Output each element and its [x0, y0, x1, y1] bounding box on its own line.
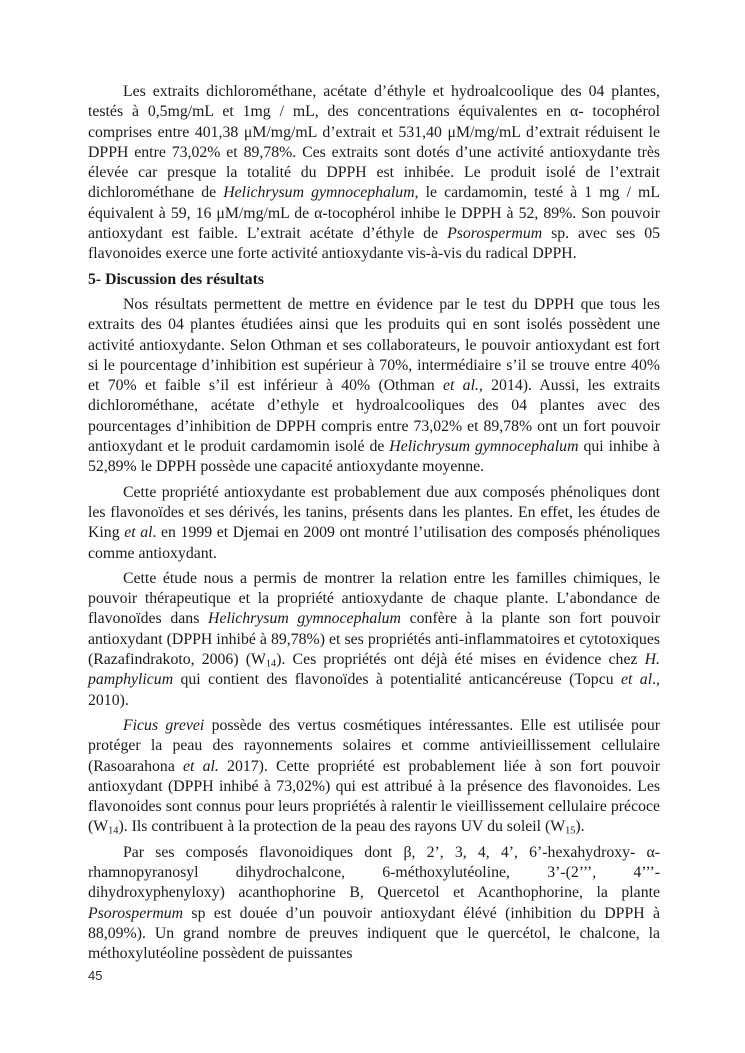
text-segment: Helichrysum gymnocephalum: [223, 184, 415, 202]
text-segment: H. pamphylicum: [88, 651, 660, 689]
text-segment: ). Ils contribuent à la protection de la peau des rayons UV du soleil (W: [118, 818, 566, 836]
paragraph: [88, 295, 660, 478]
text-segment: Ficus grevei: [123, 716, 205, 734]
text-segment: Psorospermum: [447, 225, 543, 243]
text-segment: et al.,: [442, 377, 483, 395]
text-segment: possède des vertus cosmétiques intéressantes. Elle est utilisée pour protéger la peau des rayonnements solaires et comme antivieillissement cellulaire (Rasoarahona: [88, 716, 660, 775]
text-segment: Helichrysum gymnocephalum: [389, 438, 579, 456]
section-heading: [88, 270, 660, 290]
paragraph: [88, 843, 660, 965]
text-segment: confère à la plante son fort pouvoir antioxydant (DPPH inhibé à 89,78%) et ses propriétés anti-inflammatoires et cytotoxiques (Razafindrakoto, 2006) (W: [88, 610, 660, 669]
text-segment: 14: [265, 658, 277, 670]
text-segment: et al: [621, 671, 653, 689]
text-segment: Par ses composés flavonoidiques dont β, 2’, 3, 4, 4’, 6’-hexahydroxy- α-rhamnopyranosyl dihydrochalcone, 6-méthoxylutéoline, 3’-(2’’’, 4’’’-dihydroxyphenyloxy) acanthophorine B, Quercetol et Acanthophorine, la plante: [88, 843, 660, 902]
text-segment: 5- Discussion des résultats: [88, 270, 264, 288]
text-segment: sp. avec ses 05 flavonoides exerce une forte activité antioxydante vis-à-vis du radical DPPH.: [88, 225, 661, 263]
text-segment: ). Ces propriétés ont déjà été mises en évidence chez: [276, 651, 645, 669]
text-segment: 2017). Cette propriété est probablement liée à son fort pouvoir antioxydant (DPPH inhibé à 73,02%) qui est attribué à la présence des flavonoides. Les flavonoides sont connus pour leurs propriétés à ralentir le vieillissement cellulaire précoce (W: [88, 757, 660, 836]
page-number: 45: [88, 968, 103, 983]
text-segment: Cette étude nous a permis de montrer la relation entre les familles chimiques, le pouvoir thérapeutique et la propriété antioxydante de chaque plante. L’abondance de flavonoïdes dans: [88, 569, 660, 628]
text-segment: 14: [108, 825, 119, 837]
text-segment: ).: [575, 818, 585, 836]
text-segment: ., 2010).: [88, 671, 661, 709]
text-segment: , le cardamomin, testé à 1 mg / mL équivalent à 59, 16 μM/mg/mL de α-tocophérol inhibe le DPPH à 52, 89%. Son pouvoir antioxydant est faible. L’extrait acétate d’éthyle de: [88, 184, 660, 243]
text-segment: 15: [565, 825, 576, 837]
text-segment: sp est douée d’un pouvoir antioxydant élévé (inhibition du DPPH à 88,09%). Un grand nombre de preuves indiquent que le quercétol, le chalcone, la méthoxylutéoline possèdent de puissantes: [88, 904, 660, 963]
text-segment: et al.: [183, 757, 219, 775]
text-segment: Les extraits dichlorométhane, acétate d’éthyle et hydroalcoolique des 04 plantes, testés à 0,5mg/mL et 1mg / mL, des concentrations équivalentes en α- tocophérol comprises entre 401,38 μM/mg/mL d’extrait et 531,40 μM/mg/mL d’extrait réduisent le DPPH entre 73,02% et 89,78%. Ces extraits sont dotés d’une activité antioxydante très élevée car presque la totalité du DPPH est inhibée. Le produit isolé de l’extrait dichlorométhane de: [88, 83, 660, 202]
text-segment: qui inhibe à 52,89% le DPPH possède une capacité antioxydante moyenne.: [88, 438, 661, 476]
paragraph: [88, 569, 660, 711]
text-segment: . en 1999 et Djemai en 2009 ont montré l’utilisation des composés phénoliques comme antioxydant.: [88, 524, 661, 562]
text-segment: Cette propriété antioxydante est probablement due aux composés phénoliques dont les flavonoïdes et ses dérivés, les tanins, présents dans les plantes. En effet, les études de King: [88, 483, 660, 542]
paragraph: [88, 483, 660, 564]
text-segment: et al: [124, 524, 153, 542]
document-body: [88, 82, 660, 969]
text-segment: 2014). Aussi, les extraits dichlorométhane, acétate d’ethyle et hydroalcooliques des 04 plantes avec des pourcentages d’inhibition de DPPH compris entre 73,02% et 89,78% ont un fort pouvoir antioxydant et le produit cardamomin isolé de: [88, 377, 660, 456]
text-segment: Helichrysum gymnocephalum: [208, 610, 401, 628]
text-segment: Nos résultats permettent de mettre en évidence par le test du DPPH que tous les extraits des 04 plantes étudiées ainsi que les produits qui en sont isolés possèdent une activité antioxydante. Selon Othman et ses collaborateurs, le pouvoir antioxydant est fort si le pourcentage d’inhibition est supérieur à 70%, intermédiaire s’il se trouve entre 40% et 70% et faible s’il est inférieur à 40% (Othman: [88, 295, 660, 395]
text-segment: qui contient des flavonoïdes à potentialité anticancéreuse (Topcu: [173, 671, 622, 689]
text-segment: Psorospermum: [88, 904, 184, 922]
paragraph: [88, 716, 660, 838]
paragraph: [88, 82, 660, 265]
